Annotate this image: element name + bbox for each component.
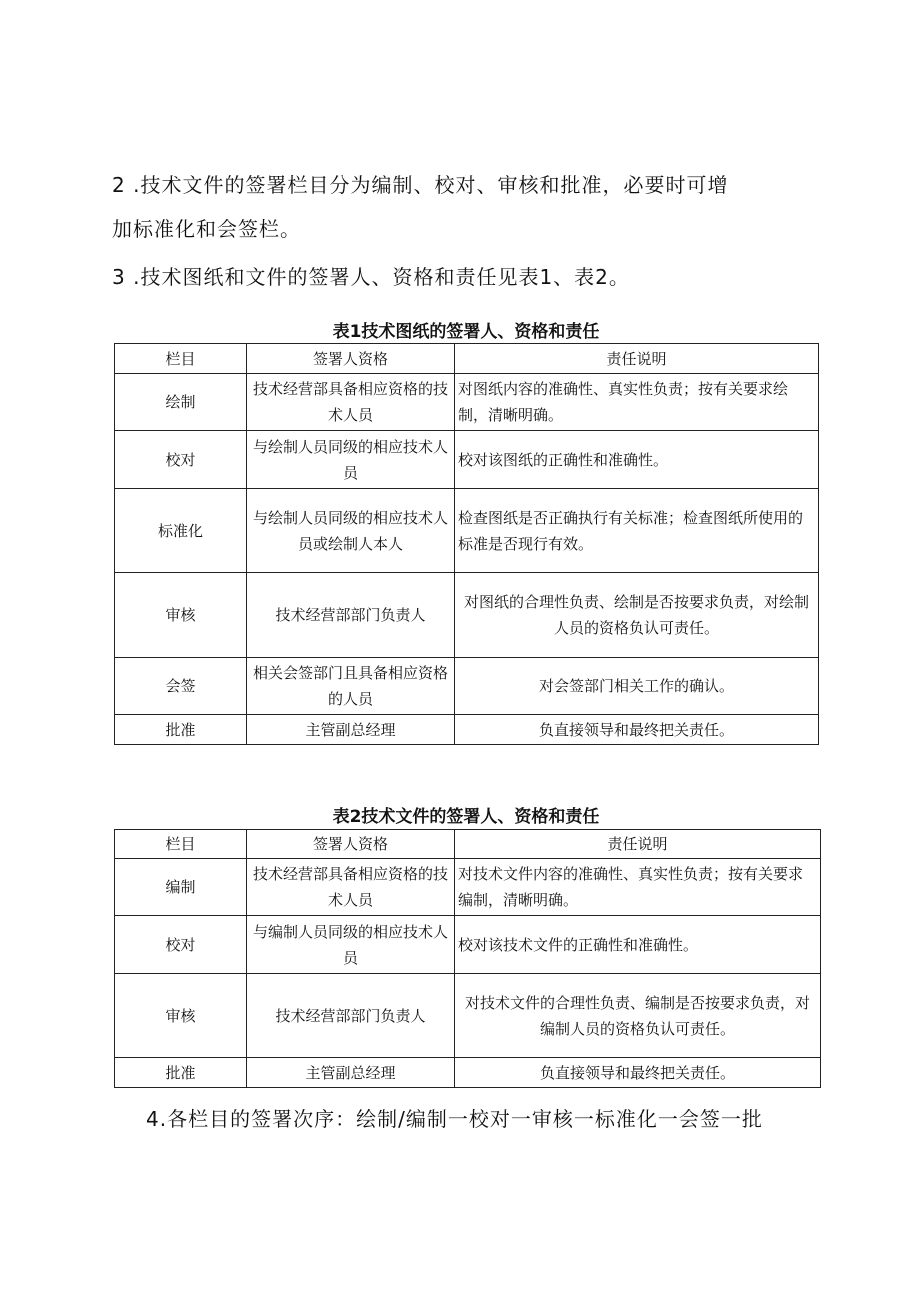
qualification-cell: 主管副总经理 bbox=[247, 715, 455, 745]
responsibility-cell: 对图纸内容的准确性、真实性负责；按有关要求绘制，清晰明确。 bbox=[455, 374, 819, 431]
table-row bbox=[115, 658, 819, 715]
qualification-cell: 技术经营部具备相应资格的技术人员 bbox=[247, 859, 455, 916]
responsibility-cell: 对技术文件的合理性负责、编制是否按要求负责，对编制人员的资格负认可责任。 bbox=[455, 974, 821, 1058]
header-item: 栏目 bbox=[115, 344, 247, 374]
paragraph-4: 4.各栏目的签署次序：绘制/编制一校对一审核一标准化一会签一批 bbox=[146, 1107, 763, 1131]
header-qualification: 签署人资格 bbox=[247, 830, 455, 859]
qualification-cell: 与绘制人员同级的相应技术人员或绘制人本人 bbox=[247, 489, 455, 573]
responsibility-cell: 对技术文件内容的准确性、真实性负责；按有关要求编制，清晰明确。 bbox=[455, 859, 821, 916]
item-cell: 编制 bbox=[115, 859, 247, 916]
item-cell: 绘制 bbox=[115, 374, 247, 431]
table-row bbox=[115, 916, 821, 974]
table-row bbox=[115, 1058, 821, 1088]
item-cell: 审核 bbox=[115, 573, 247, 658]
table-row bbox=[115, 573, 819, 658]
qualification-cell: 与绘制人员同级的相应技术人员 bbox=[247, 431, 455, 489]
table-2-caption: 表2技术文件的签署人、资格和责任 bbox=[332, 807, 600, 827]
table-1-caption: 表1技术图纸的签署人、资格和责任 bbox=[332, 322, 600, 342]
table-row bbox=[115, 715, 819, 745]
table-row bbox=[115, 489, 819, 573]
header-responsibility: 责任说明 bbox=[455, 344, 819, 374]
item-cell: 校对 bbox=[115, 431, 247, 489]
paragraph-2-line-2: 加标准化和会签栏。 bbox=[112, 217, 301, 241]
responsibility-cell: 对会签部门相关工作的确认。 bbox=[455, 658, 819, 715]
header-responsibility: 责任说明 bbox=[455, 830, 821, 859]
table-row bbox=[115, 974, 821, 1058]
responsibility-cell: 负直接领导和最终把关责任。 bbox=[455, 1058, 821, 1088]
item-cell: 审核 bbox=[115, 974, 247, 1058]
table-header-row bbox=[115, 344, 819, 374]
qualification-cell: 主管副总经理 bbox=[247, 1058, 455, 1088]
qualification-cell: 技术经营部部门负责人 bbox=[247, 974, 455, 1058]
item-cell: 校对 bbox=[115, 916, 247, 974]
responsibility-cell: 负直接领导和最终把关责任。 bbox=[455, 715, 819, 745]
qualification-cell: 与编制人员同级的相应技术人员 bbox=[247, 916, 455, 974]
responsibility-cell: 校对该图纸的正确性和准确性。 bbox=[455, 431, 819, 489]
header-item: 栏目 bbox=[115, 830, 247, 859]
qualification-cell: 技术经营部部门负责人 bbox=[247, 573, 455, 658]
item-cell: 会签 bbox=[115, 658, 247, 715]
responsibility-cell: 检查图纸是否正确执行有关标准；检查图纸所使用的标准是否现行有效。 bbox=[455, 489, 819, 573]
table-row bbox=[115, 859, 821, 916]
table-header-row bbox=[115, 830, 821, 859]
item-cell: 标准化 bbox=[115, 489, 247, 573]
table-row bbox=[115, 374, 819, 431]
paragraph-2-line-1: 2 .技术文件的签署栏目分为编制、校对、审核和批准，必要时可增 bbox=[112, 173, 729, 197]
table-2 bbox=[114, 829, 821, 1088]
paragraph-3: 3 .技术图纸和文件的签署人、资格和责任见表1、表2。 bbox=[112, 265, 630, 289]
responsibility-cell: 校对该技术文件的正确性和准确性。 bbox=[455, 916, 821, 974]
responsibility-cell: 对图纸的合理性负责、绘制是否按要求负责，对绘制人员的资格负认可责任。 bbox=[455, 573, 819, 658]
qualification-cell: 相关会签部门且具备相应资格的人员 bbox=[247, 658, 455, 715]
item-cell: 批准 bbox=[115, 715, 247, 745]
item-cell: 批准 bbox=[115, 1058, 247, 1088]
header-qualification: 签署人资格 bbox=[247, 344, 455, 374]
table-row bbox=[115, 431, 819, 489]
qualification-cell: 技术经营部具备相应资格的技术人员 bbox=[247, 374, 455, 431]
table-1 bbox=[114, 343, 819, 745]
